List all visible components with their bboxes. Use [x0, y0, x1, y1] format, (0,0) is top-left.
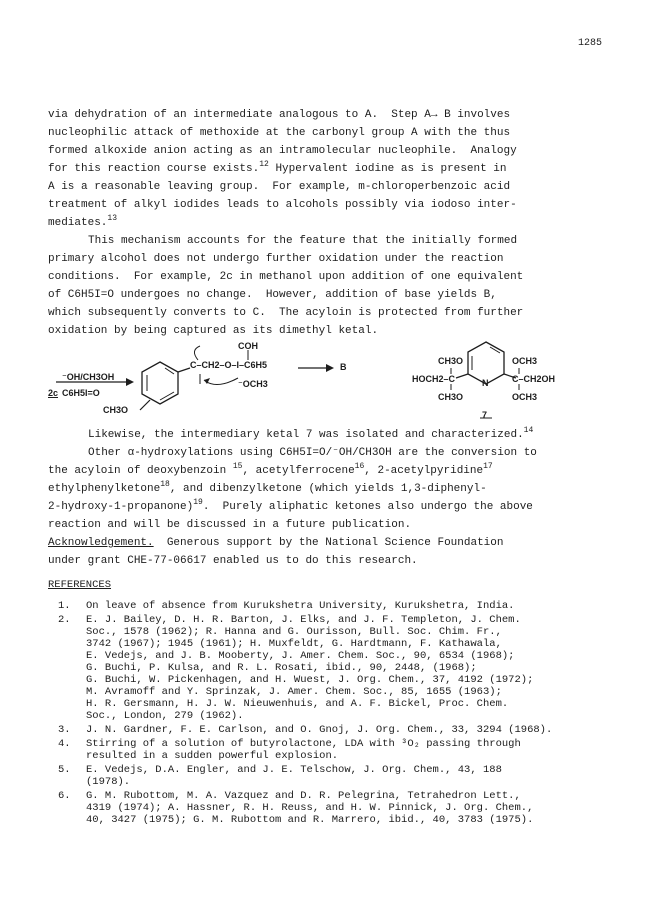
text-line: oxidation by being captured as its dimethyl ketal.	[48, 325, 379, 337]
methoxy-group: CH3O	[103, 405, 129, 415]
reference-number: 1.	[58, 600, 71, 612]
text-line: conditions. For example, 2c in methanol upon addition of one equivalent	[48, 271, 524, 283]
reference-number: 6.	[58, 790, 71, 802]
text-line: via dehydration of an intermediate analogous to A. Step A→ B involves	[48, 109, 511, 121]
pyridine-substituent: C–CH2OH	[512, 374, 556, 384]
reference-line: E. J. Bailey, D. H. R. Barton, J. Elks, and J. F. Templeton, J. Chem.	[86, 614, 521, 626]
text-line: reaction and will be discussed in a future publication.	[48, 519, 412, 531]
side-chain: C–CH2–O–I–C6H5	[190, 360, 268, 370]
pyridine-substituent: OCH3	[512, 392, 538, 402]
reference-line: G. M. Rubottom, M. A. Vazquez and D. R. Pelegrina, Tetrahedron Lett.,	[86, 790, 521, 802]
pyridine-nitrogen: N	[482, 378, 489, 388]
text-line: mediates.$^{13}$	[48, 214, 118, 229]
reference-line: M. Avramoff and Y. Sprinzak, J. Amer. Chem. Soc., 85, 1655 (1963);	[86, 686, 502, 698]
reference-line: (1978).	[86, 776, 131, 788]
text-line: Other α-hydroxylations using C6H5I=O/⁻OH/CH3OH are the conversion to	[88, 447, 537, 459]
reference-line: resulted in a sudden powerful explosion.	[86, 750, 339, 762]
reference-line: J. N. Gardner, F. E. Carlson, and O. Gnoj, J. Org. Chem., 33, 3294 (1968).	[86, 724, 553, 736]
reference-line: Soc., 1578 (1962); R. Hanna and G. Ourisson, Bull. Soc. Chim. Fr.,	[86, 626, 502, 638]
scheme-drawing	[0, 338, 672, 438]
reference-line: E. Vedejs, D.A. Engler, and J. E. Telschow, J. Org. Chem., 43, 188	[86, 764, 502, 776]
references-heading: REFERENCES	[48, 579, 112, 591]
text-line: ethylphenylketone$^{18}$, and dibenzylketone (which yields 1,3-diphenyl-	[48, 480, 487, 495]
methoxide-group: ⁻OCH3	[238, 379, 268, 389]
reference-line: 3742 (1967); 1945 (1961); H. Muxfeldt, G. Hardtmann, F. Kathawala,	[86, 638, 502, 650]
text-line: 2-hydroxy-1-propanone)$^{19}$. Purely aliphatic ketones also undergo the above	[48, 498, 533, 513]
text-line: nucleophilic attack of methoxide at the carbonyl group A with the thus	[48, 127, 511, 139]
starting-compound: 2c	[48, 388, 59, 398]
text-line: which subsequently converts to C. The acyloin is protected from further	[48, 307, 524, 319]
reference-number: 2.	[58, 614, 71, 626]
text-line: primary alcohol does not undergo further oxidation under the reaction	[48, 253, 504, 265]
page-number: 1285	[577, 38, 602, 49]
reference-line: H. R. Gersmann, H. J. W. Nieuwenhuis, and A. F. Bickel, Proc. Chem.	[86, 698, 509, 710]
text-line: Likewise, the intermediary ketal 7 was isolated and characterized.$^{14}$	[88, 426, 534, 441]
reference-line: On leave of absence from Kurukshetra University, Kurukshetra, India.	[86, 600, 515, 612]
text-line: Acknowledgement. Generous support by the National Science Foundation	[48, 537, 504, 549]
hydroxyl-group: COH	[238, 341, 258, 351]
reference-line: Stirring of a solution of butyrolactone, LDA with ³O₂ passing through	[86, 738, 521, 750]
compound-label: 7	[482, 410, 488, 420]
reference-line: G. Buchi, W. Pickenhagen, and H. Wuest, J. Org. Chem., 37, 4192 (1972);	[86, 674, 534, 686]
reference-line: 4319 (1974); A. Hassner, R. H. Reuss, and H. W. Pinnick, J. Org. Chem.,	[86, 802, 534, 814]
text-line: This mechanism accounts for the feature that the initially formed	[88, 235, 518, 247]
product-label: B	[340, 362, 347, 372]
text-line: of C6H5I=O undergoes no change. However, addition of base yields B,	[48, 289, 497, 301]
reference-number: 5.	[58, 764, 71, 776]
reagent-base: ⁻OH/CH3OH	[62, 372, 115, 382]
text-line: formed alkoxide anion acting as an intramolecular nucleophile. Analogy	[48, 145, 517, 157]
reference-line: G. Buchi, P. Kulsa, and R. L. Rosati, ibid., 90, 2448, (1968);	[86, 662, 477, 674]
text-line: under grant CHE-77-06617 enabled us to do this research.	[48, 555, 418, 567]
text-line: A is a reasonable leaving group. For example, m-chloroperbenzoic acid	[48, 181, 511, 193]
reference-line: 40, 3427 (1975); G. M. Rubottom and R. Marrero, ibid., 40, 3783 (1975).	[86, 814, 534, 826]
pyridine-substituent: CH3O	[438, 392, 464, 402]
reference-line: Soc., London, 279 (1962).	[86, 710, 244, 722]
text-line: treatment of alkyl iodides leads to alcohols possibly via iodoso inter-	[48, 199, 517, 211]
pyridine-substituent: HOCH2–C	[412, 374, 456, 384]
pyridine-substituent: CH3O	[438, 356, 464, 366]
reference-number: 4.	[58, 738, 71, 750]
reference-number: 3.	[58, 724, 71, 736]
reference-line: E. Vedejs, and J. B. Mooberty, J. Amer. Chem. Soc., 90, 6534 (1968);	[86, 650, 515, 662]
text-line: the acyloin of deoxybenzoin $^{15}$, acetylferrocene$^{16}$, 2-acetylpyridine$^{17}$	[48, 462, 493, 477]
text-line: for this reaction course exists.$^{12}$ Hypervalent iodine as is present in	[48, 160, 507, 175]
reagent-iodosobenzene: C6H5I=O	[62, 388, 100, 398]
pyridine-substituent: OCH3	[512, 356, 538, 366]
